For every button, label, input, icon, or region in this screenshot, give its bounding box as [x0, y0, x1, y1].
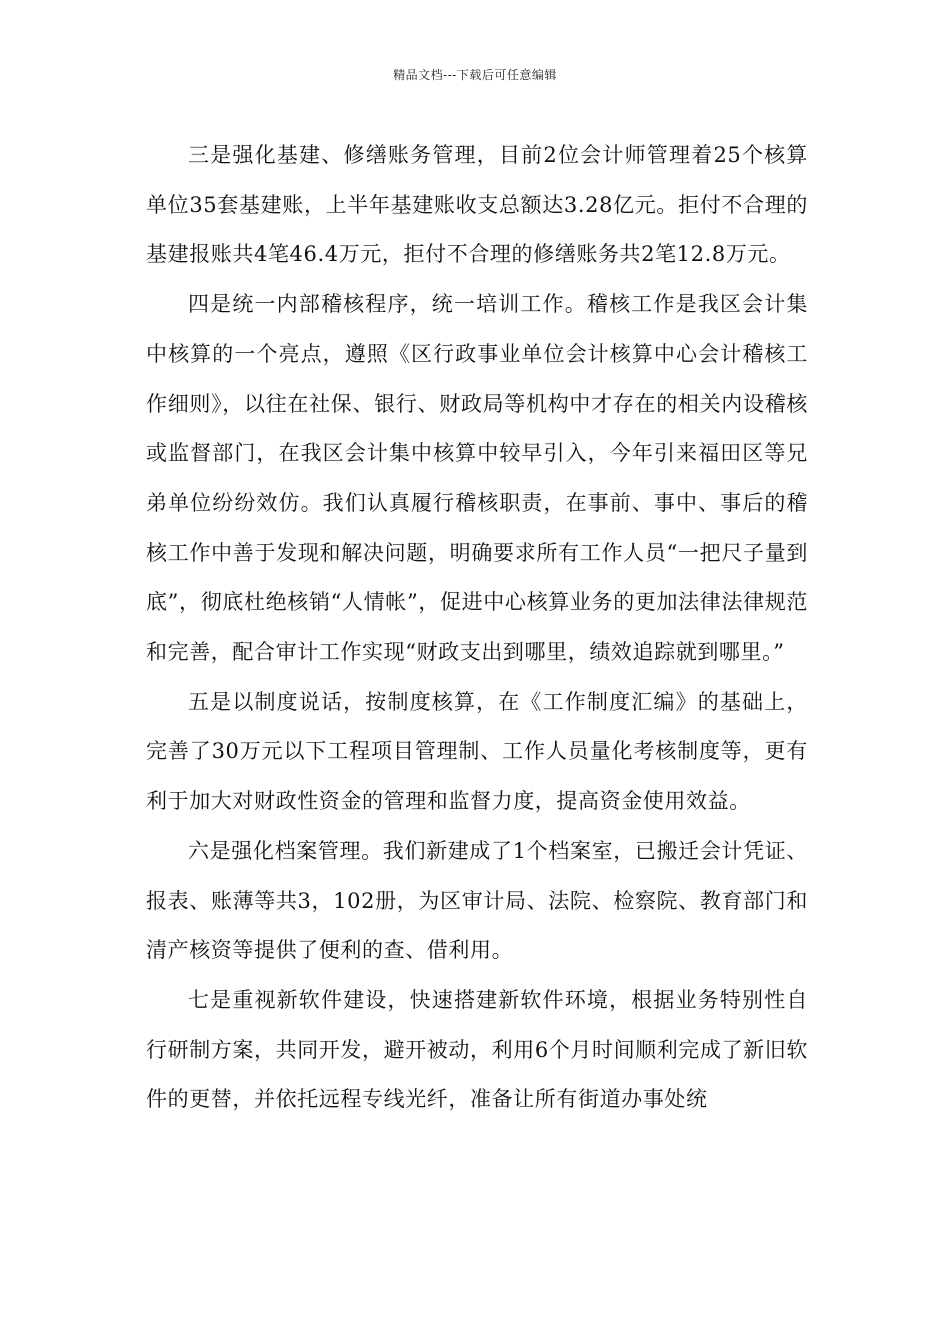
- document-body: [146, 131, 808, 1125]
- paragraph-internal-audit: 四是统一内部稽核程序，统一培训工作。稽核工作是我区会计集中核算的一个亮点，遵照《区行政事业单位会计核算中心会计稽核工作细则》，以往在社保、银行、财政局等机构中才存在的相关内设稽核或监督部门，在我区会计集中核算中较早引入，今年引来福田区等兄弟单位纷纷效仿。我们认真履行稽核职责，在事前、事中、事后的稽核工作中善于发现和解决问题，明确要求所有工作人员“一把尺子量到底”，彻底杜绝核销“人情帐”，促进中心核算业务的更加法律法律规范和完善，配合审计工作实现“财政支出到哪里，绩效追踪就到哪里。”: [146, 292, 808, 665]
- paragraph-software-construction: 七是重视新软件建设，快速搭建新软件环境，根据业务特别性自行研制方案，共同开发，避开被动，利用6个月时间顺利完成了新旧软件的更替，并依托远程专线光纤，准备让所有街道办事处统: [146, 987, 808, 1112]
- page-header: 精品文档---下载后可任意编辑: [393, 68, 557, 82]
- paragraph-archive-management: 六是强化档案管理。我们新建成了1个档案室，已搬迁会计凭证、报表、账薄等共3，102册，为区审计局、法院、检察院、教育部门和清产核资等提供了便利的查、借利用。: [146, 838, 808, 963]
- paragraph-infrastructure-accounts: 三是强化基建、修缮账务管理，目前2位会计师管理着25个核算单位35套基建账，上半年基建账收支总额达3.28亿元。拒付不合理的基建报账共4笔46.4万元，拒付不合理的修缮账务共2笔12.8万元。: [146, 143, 808, 267]
- paragraph-regulations: 五是以制度说话，按制度核算，在《工作制度汇编》的基础上，完善了30万元以下工程项目管理制、工作人员量化考核制度等，更有利于加大对财政性资金的管理和监督力度，提高资金使用效益。: [146, 689, 808, 814]
